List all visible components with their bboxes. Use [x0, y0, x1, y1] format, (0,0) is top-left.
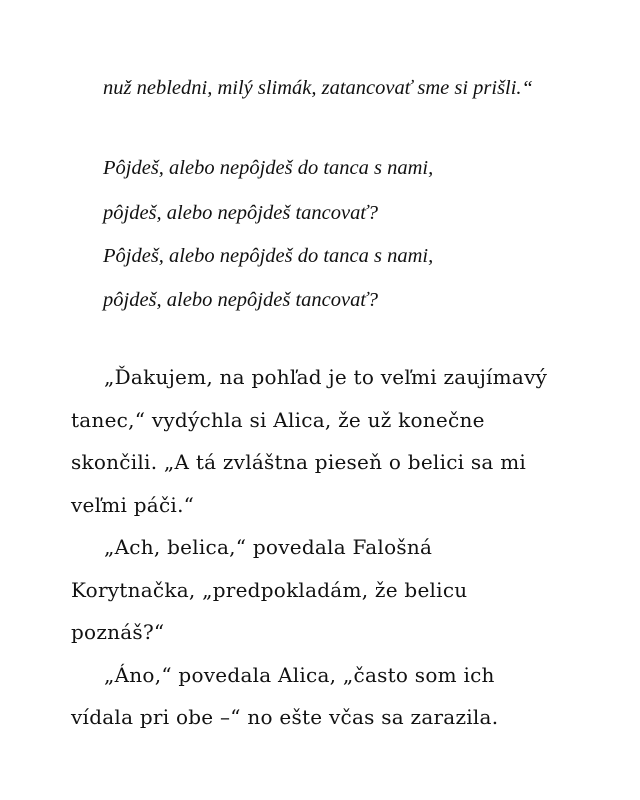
- verse-stanza: [103, 152, 433, 328]
- paragraph-line: „Ach, belica,“ povedala Falošná: [104, 535, 433, 559]
- paragraph-line: vídala pri obe –“ no ešte včas sa zarazila.: [71, 705, 499, 729]
- paragraph-line: skončili. „A tá zvláštna pieseň o belici sa mi: [71, 450, 527, 474]
- verse-line: pôjdeš, alebo nepôjdeš tancovať?: [103, 202, 379, 224]
- prose-body: [71, 364, 571, 747]
- paragraph-line: „Ďakujem, na pohľad je to veľmi zaujímavý: [104, 365, 548, 389]
- verse-line: nuž nebledni, milý slimák, zatancovať sme si prišli.“: [103, 77, 533, 99]
- verse-line: Pôjdeš, alebo nepôjdeš do tanca s nami,: [103, 157, 434, 179]
- paragraph-line: „Áno,“ povedala Alica, „často som ich: [104, 662, 495, 687]
- verse-line: pôjdeš, alebo nepôjdeš tancovať?: [103, 289, 379, 311]
- paragraph-line: poznáš?“: [71, 620, 165, 644]
- paragraph-line: Korytnačka, „predpokladám, že belicu: [71, 577, 468, 602]
- verse-fragment: [103, 72, 533, 104]
- paragraph-line: veľmi páči.“: [71, 492, 195, 517]
- verse-line: Pôjdeš, alebo nepôjdeš do tanca s nami,: [103, 245, 434, 267]
- paragraph-line: tanec,“ vydýchla si Alica, že už konečne: [71, 407, 485, 432]
